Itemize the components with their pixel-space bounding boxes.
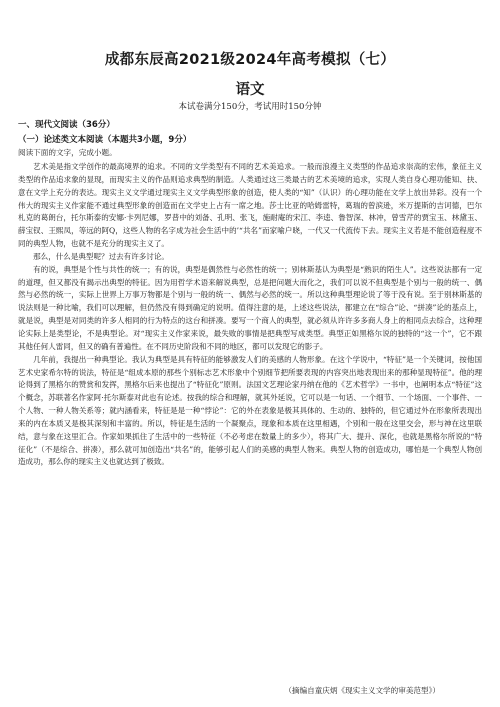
exam-note: 本试卷满分150分，考试用时150分钟 bbox=[178, 102, 322, 112]
section-subheading: （一）论述类文本阅读（本题共3小题，9分） bbox=[18, 135, 192, 145]
subject-title: 语文 bbox=[235, 82, 265, 98]
reading-passage bbox=[18, 161, 482, 469]
paragraph-1: 艺术美是指文学创作的最高境界的追求。不同的文学类型有不同的艺术美追求。一般而浪漫主义类型的作品追求崇高的宏伟，象征主义类型的作品追求象的显现，而现实主义的作品则追求典型的制造。人类通过这三类最古的艺术美境的追求，实现人类自身心理功能知、抉、意在文学上充分的表达。现实主义文学通过现实主义文学典型形象的创造，使人类的“知”（认识）的心理功能在文学上放出异彩。没有一个伟大的现实主义作家能不通过典型形象的创造而在文学史上占有一席之地。莎士比亚的哈姆雷特，葛瑞的曾滨逊，米万提斯的吉诃德，巴尔札克的葛朗台，托尔斯泰的安娜·卡列尼娜，罗普中的刘备、孔明、张飞，施耐庵的宋江、李逵、鲁智深、林冲，曾雪芹的贾宝玉、林黛玉、薛宝钗、王熙凤，等远的阿Q，这些人物的名字成为社会生活中的’“共名”而家喻户晓，一代又一代流传下去。现实主义若是不能创造程度不同的典型人物，也就不是充分的现实主义了。 bbox=[18, 162, 482, 249]
section-heading: 一、现代文阅读（36分） bbox=[18, 120, 115, 130]
instruction: 阅读下面的文字，完成小题。 bbox=[18, 148, 117, 157]
paragraph-3: 有的说，典型是个性与共性的统一；有的说，典型是偶然性与必然性的统一；别林斯基认为典型是“熟识的陌生人”。这些说法都有一定的道理，但又都没有揭示出典型的特征。因为用哲学术语来解说典型，总是把问题大而化之，我们可以说不但典型是个别与一般的统一、偶然与必然的统一，实际上世界上万事万物都是个别与一般的统一、偶然与必然的统一。所以这种典型理论说了等于没有说。至于别林斯基的说法则是一种比喻，我们可以理解，但仍然没有得到确定的说明。值得注意的是，上述这些说法，都建立在“综合”论、“拼凑”论的基点上，就是说，典型是对同类的许多人相同的行为特点的这台和拼凑。要写一个商人的典型，就必须从许许多多商人身上的相同点去综合，这种理论实际上是类型论，不是典型论。对“现实主义作家来说，最失败的事情是把典型写成类型。典型正如黑格尔说的独特的“这一个”，它不跟其他任何人雷同，但又的确有普遍性。在不同历史阶段和不同的地区，都可以发现它的影子。 bbox=[18, 264, 482, 351]
paragraph-4: 几年前，我提出一种典型论。我认为典型是具有特征的能够激发人们的美感的人物形象。在这个学说中，“特征”是一个关键词，按他国艺术史家希尔特的说法，特征是“组成本原的那些个别标志艺术形象中个别细节把所要表现的内容突出地表现出来的那种显现特征”。他的理论得到了黑格尔的赞赏和发挥，黑格尔后来也提出了“特征化”原则。法国文艺理论家丹纳在他的《艺术哲学》一书中，也阐明本点“特征”这个概念，苏联著名作家阿·托尔斯泰对此也有论述。按我的综合和理解，就其外延说，它可以是一句话、一个细节、一个场面、一个事件、一个人物、一种人物关系等；就内涵看来，特征是是一种“悖论”：它的外在表象是极其具体的、生动的、独特的，但它通过外在形象所表现出来的内在本质又是极其深刻和丰富的。所以，特征是生活的一个凝聚点，现象和本质在这里相遇，个别和一般在这里交会，形与神在这里联结，意与象在这里汇合。作家如果抓住了生活中的一些特征（不必考虑在数量上的多少），将其广大、提升、深化，也就是黑格尔所说的“特征化”（不是综合、拼凑），那么就可加创造出“共名”的，能够引起人们的美感的典型人物来。典型人物的创造成功，哪怕是一个典型人物创造成功，那么你的现实主义也就达到了极致。 bbox=[18, 354, 482, 467]
paragraph-2: 那么，什么是典型呢？过去有许多讨论。 bbox=[33, 251, 169, 261]
source-note: （摘编自童庆炳《现实主义文学的审美范型》） bbox=[284, 686, 440, 695]
exam-title: 成都东辰高2021级2024年高考模拟（七） bbox=[104, 52, 396, 68]
